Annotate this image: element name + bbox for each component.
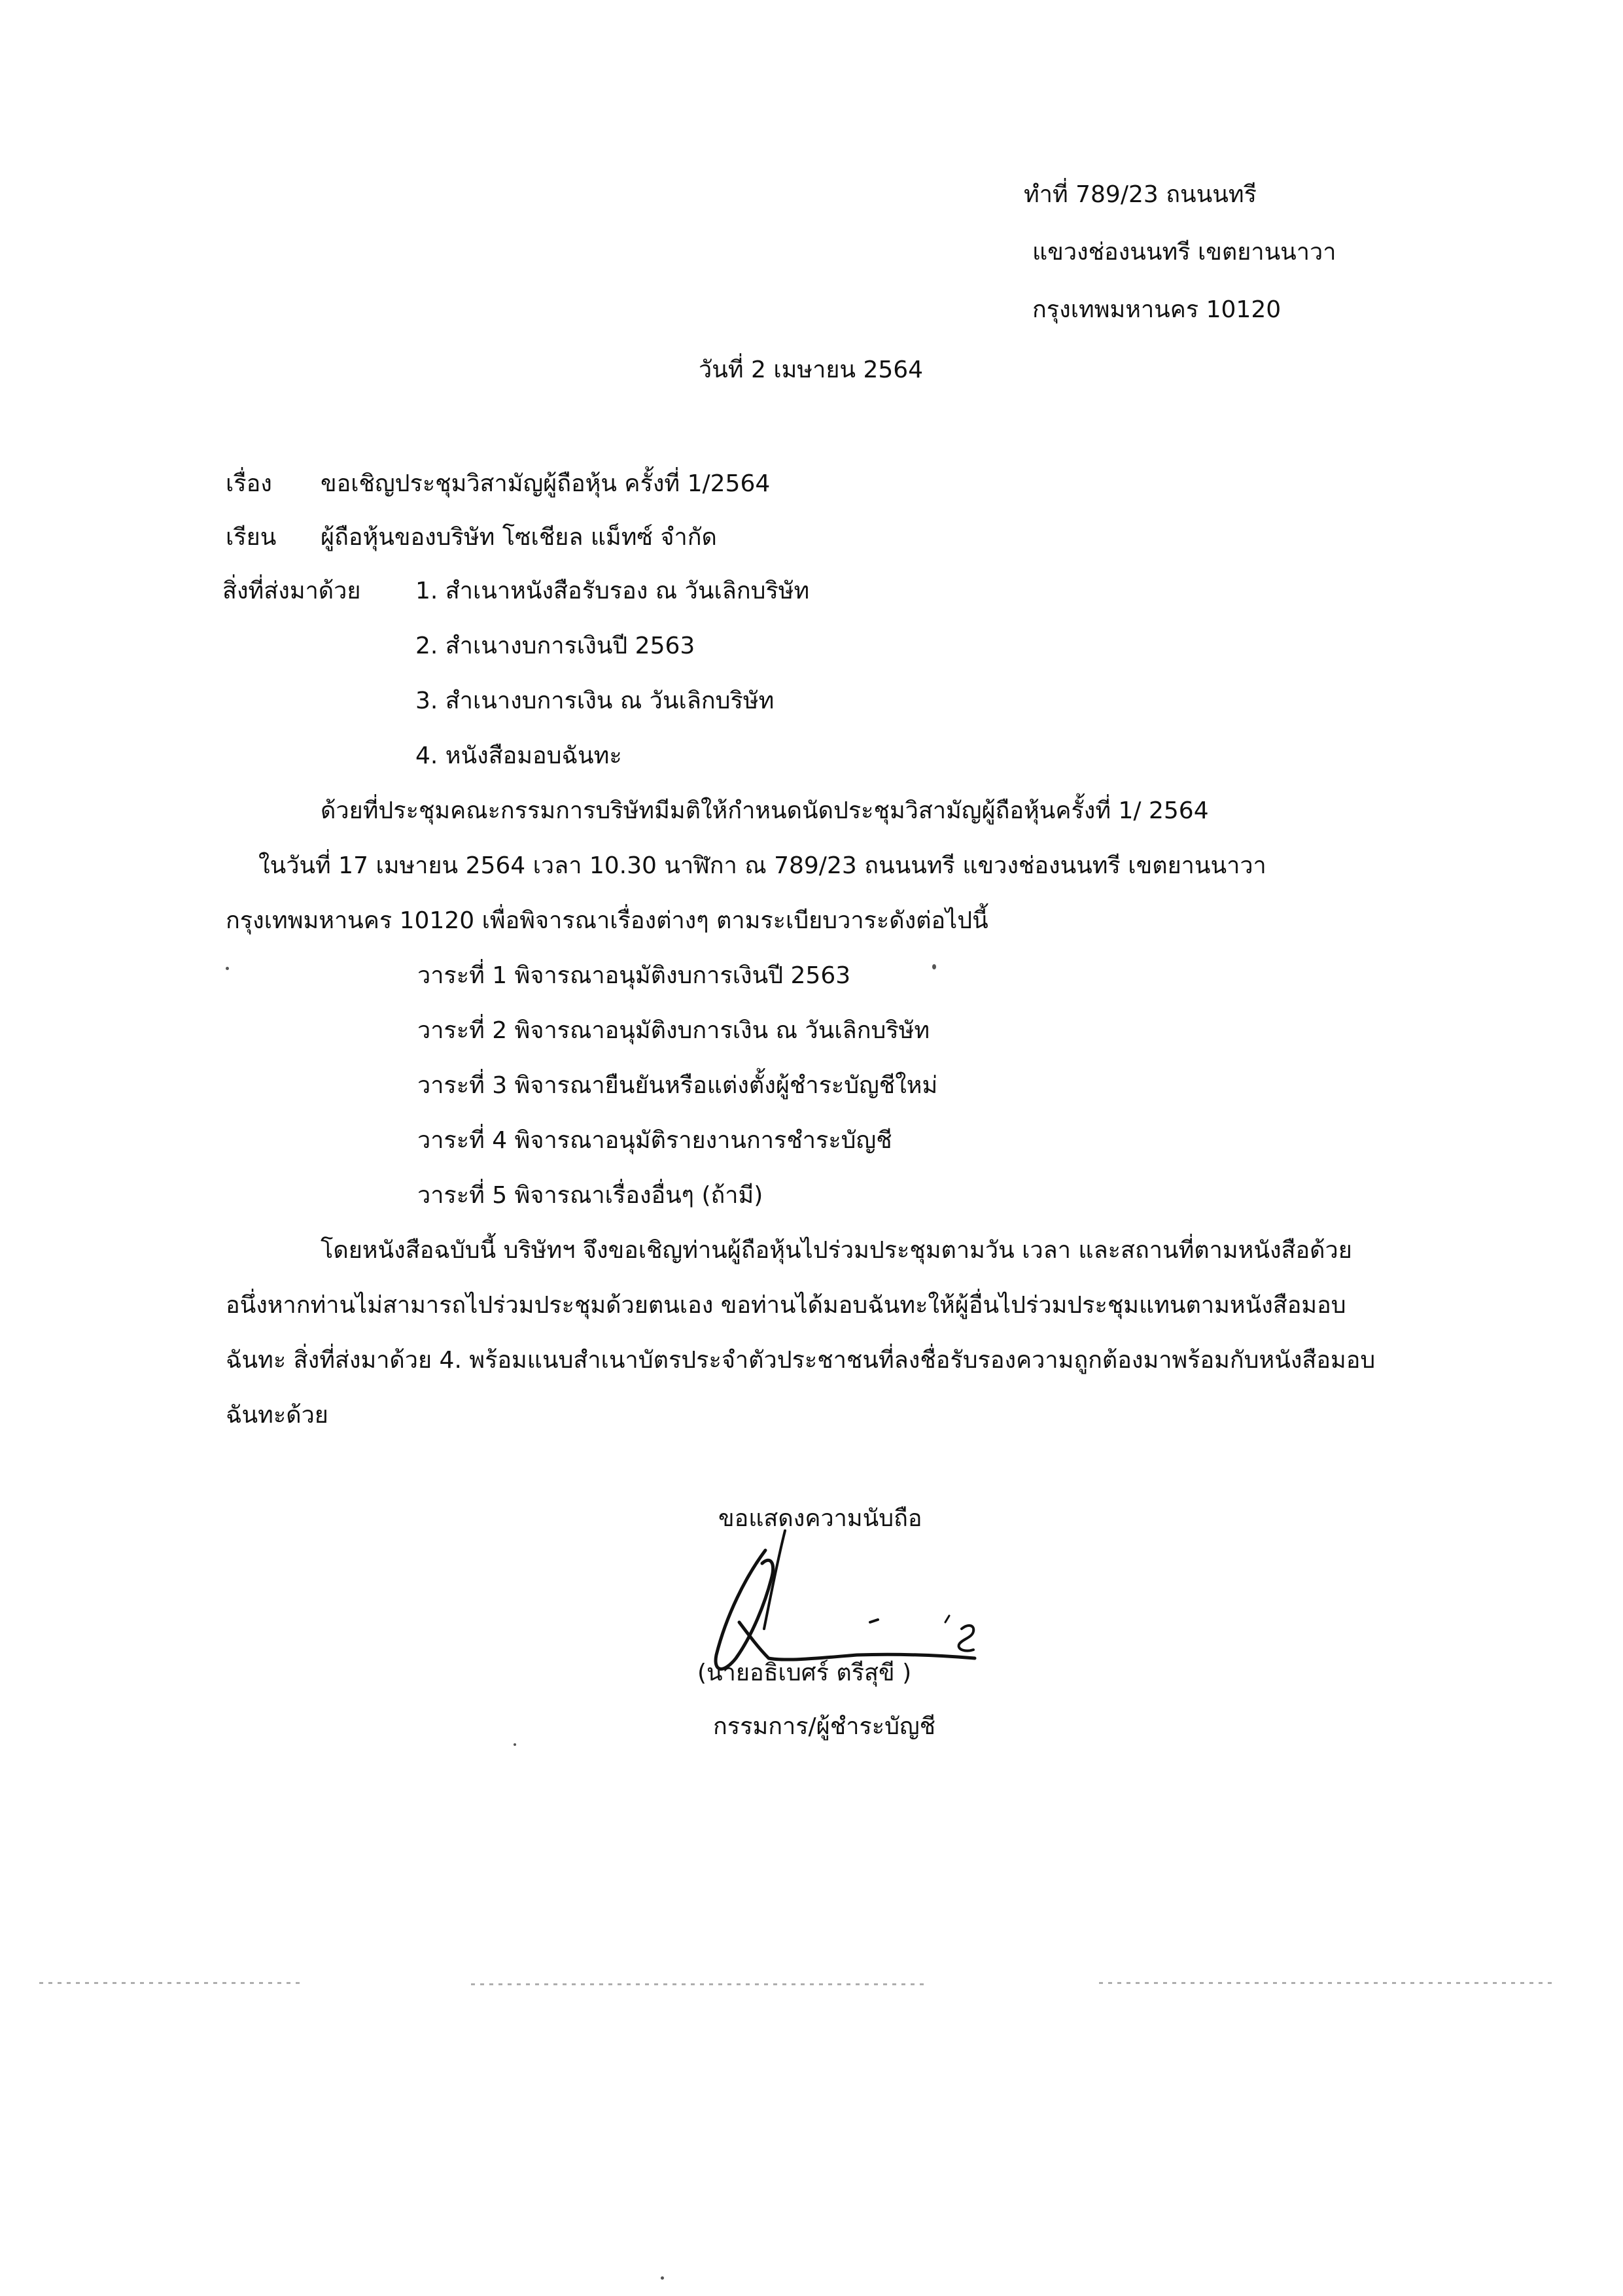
body1-line: กรุงเทพมหานคร 10120 เพื่อพิจารณาเรื่องต่างๆ ตามระเบียบวาระดังต่อไปนี้ [226, 907, 988, 934]
agenda-item: วาระที่ 1 พิจารณาอนุมัติงบการเงินปี 2563 [417, 962, 851, 989]
address-line-3: กรุงเทพมหานคร 10120 [1032, 296, 1282, 323]
body1-line: ด้วยที่ประชุมคณะกรรมการบริษัทมีมติให้กำหนดนัดประชุมวิสามัญผู้ถือหุ้นครั้งที่ 1/ 2564 [321, 797, 1209, 824]
body2-line: ฉันทะด้วย [226, 1402, 328, 1429]
scan-speck [932, 964, 936, 969]
enclosure-item: 2. สำเนางบการเงินปี 2563 [415, 633, 695, 659]
agenda-item: วาระที่ 4 พิจารณาอนุมัติรายงานการชำระบัญชี [417, 1127, 892, 1154]
scan-speck [661, 2276, 664, 2280]
scan-noise [39, 1982, 301, 1984]
body2-line: อนึ่งหากท่านไม่สามารถไปร่วมประชุมด้วยตนเอง ขอท่านได้มอบฉันทะให้ผู้อื่นไปร่วมประชุมแทนตามหนังสือมอบ [226, 1292, 1346, 1319]
enclosure-item: 3. สำเนางบการเงิน ณ วันเลิกบริษัท [415, 687, 775, 714]
body2-line: ฉันทะ สิ่งที่ส่งมาด้วย 4. พร้อมแนบสำเนาบัตรประจำตัวประชาชนที่ลงชื่อรับรองความถูกต้องมาพร้อมกับหนังสือมอบ [226, 1347, 1376, 1374]
signer-title: กรรมการ/ผู้ชำระบัญชี [713, 1713, 936, 1740]
closing: ขอแสดงความนับถือ [718, 1505, 922, 1532]
agenda-item: วาระที่ 5 พิจารณาเรื่องอื่นๆ (ถ้ามี) [417, 1182, 763, 1209]
body2-line: โดยหนังสือฉบับนี้ บริษัทฯ จึงขอเชิญท่านผู้ถือหุ้นไปร่วมประชุมตามวัน เวลา และสถานที่ตามหนังสือด้วย [321, 1237, 1352, 1264]
scan-noise [471, 1983, 929, 1985]
recipient-text: ผู้ถือหุ้นของบริษัท โซเชียล แม็ทซ์ จำกัด [321, 524, 717, 551]
enclosures-label: สิ่งที่ส่งมาด้วย [222, 578, 361, 604]
agenda-item: วาระที่ 2 พิจารณาอนุมัติงบการเงิน ณ วันเลิกบริษัท [417, 1017, 930, 1044]
letter-date: วันที่ 2 เมษายน 2564 [699, 357, 924, 383]
agenda-item: วาระที่ 3 พิจารณายืนยันหรือแต่งตั้งผู้ชำระบัญชีใหม่ [417, 1072, 938, 1099]
subject-text: ขอเชิญประชุมวิสามัญผู้ถือหุ้น ครั้งที่ 1/2564 [321, 470, 771, 497]
subject-label: เรื่อง [226, 470, 272, 497]
signer-name: (นายอธิเบศร์ ตรีสุขี ) [697, 1660, 912, 1686]
address-line-2: แขวงช่องนนทรี เขตยานนาวา [1032, 239, 1336, 266]
address-line-1: ทำที่ 789/23 ถนนนทรี [1024, 181, 1257, 208]
body1-line: ในวันที่ 17 เมษายน 2564 เวลา 10.30 นาฬิกา ณ 789/23 ถนนนทรี แขวงช่องนนทรี เขตยานนาวา [258, 852, 1266, 879]
scan-noise [1099, 1982, 1557, 1984]
recipient-label: เรียน [226, 524, 277, 551]
scan-speck [226, 967, 229, 970]
scan-speck [514, 1743, 516, 1746]
enclosure-item: 1. สำเนาหนังสือรับรอง ณ วันเลิกบริษัท [415, 578, 810, 604]
enclosure-item: 4. หนังสือมอบฉันทะ [415, 742, 622, 769]
